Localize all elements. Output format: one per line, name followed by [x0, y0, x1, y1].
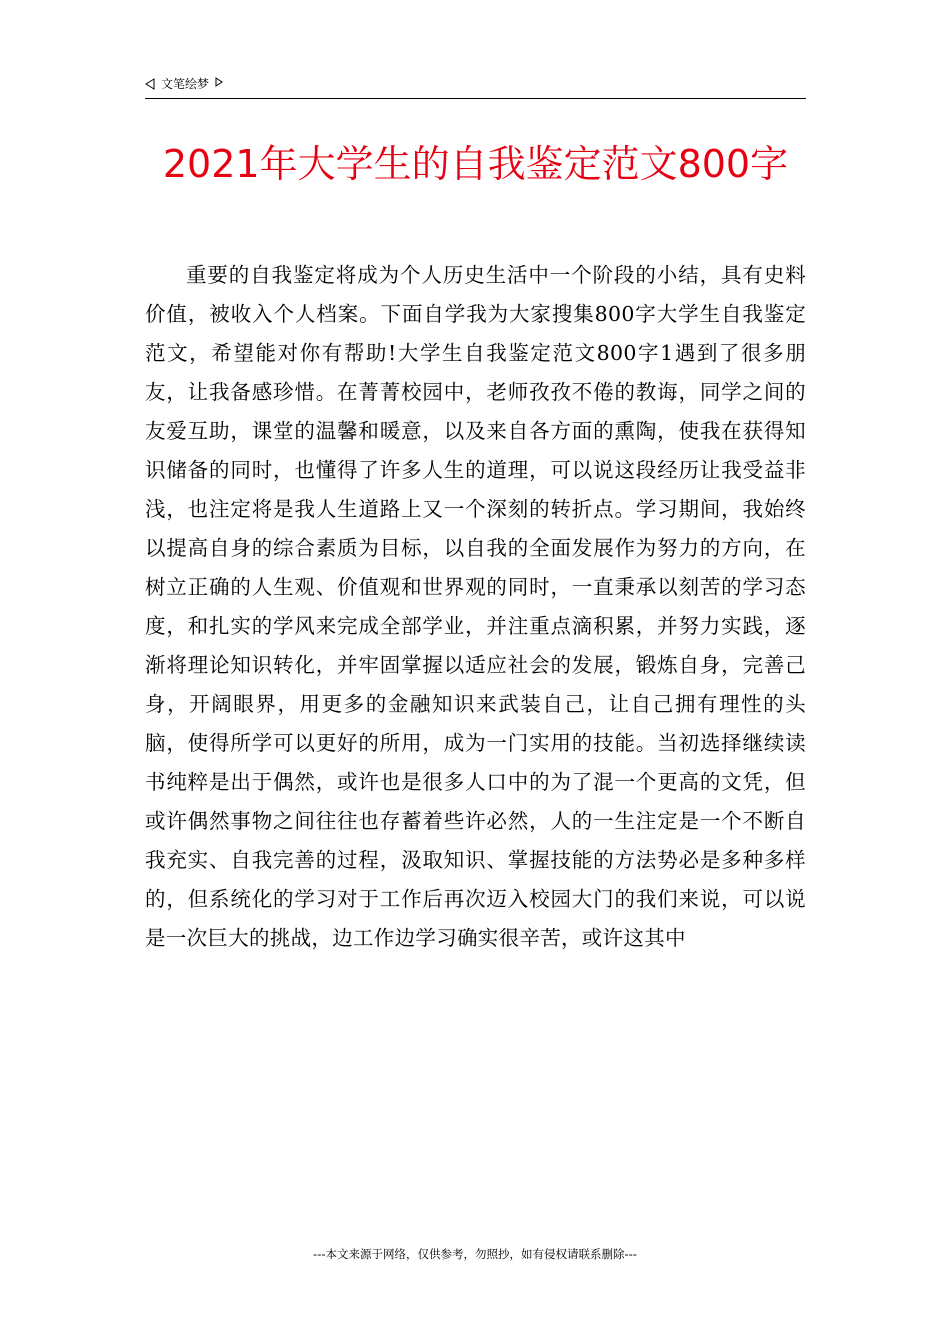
page-header	[145, 72, 806, 99]
page-footer-disclaimer: ---本文来源于网络，仅供参考，勿照抄，如有侵权请联系删除---	[313, 1247, 637, 1261]
triangle-right-icon	[215, 77, 223, 87]
triangle-left-icon	[145, 78, 155, 90]
document-title: 2021年大学生的自我鉴定范文800字	[162, 142, 789, 186]
document-body: 重要的自我鉴定将成为个人历史生活中一个阶段的小结，具有史料价值，被收入个人档案。下面自学我为大家搜集800字大学生自我鉴定范文，希望能对你有帮助!大学生自我鉴定范文800字1遇到了很多朋友，让我备感珍惜。在菁菁校园中，老师孜孜不倦的教诲，同学之间的友爱互助，课堂的温馨和暖意，以及来自各方面的熏陶，使我在获得知识储备的同时，也懂得了许多人生的道理，可以说这段经历让我受益非浅，也注定将是我人生道路上又一个深刻的转折点。学习期间，我始终以提高自身的综合素质为目标，以自我的全面发展作为努力的方向，在树立正确的人生观、价值观和世界观的同时，一直秉承以刻苦的学习态度，和扎实的学风来完成全部学业，并注重点滴积累，并努力实践，逐渐将理论知识转化，并牢固掌握以适应社会的发展，锻炼自身，完善己身，开阔眼界，用更多的金融知识来武装自己，让自己拥有理性的头脑，使得所学可以更好的所用，成为一门实用的技能。当初选择继续读书纯粹是出于偶然，或许也是很多人口中的为了混一个更高的文凭，但或许偶然事物之间往往也存蓄着些许必然，人的一生注定是一个不断自我充实、自我完善的过程，汲取知识、掌握技能的方法势必是多种多样的，但系统化的学习对于工作后再次迈入校园大门的我们来说，可以说是一次巨大的挑战，边工作边学习确实很辛苦，或许这其中	[145, 263, 806, 950]
header-brand	[145, 76, 223, 92]
header-brand-text: 文笔绘梦	[161, 77, 210, 91]
